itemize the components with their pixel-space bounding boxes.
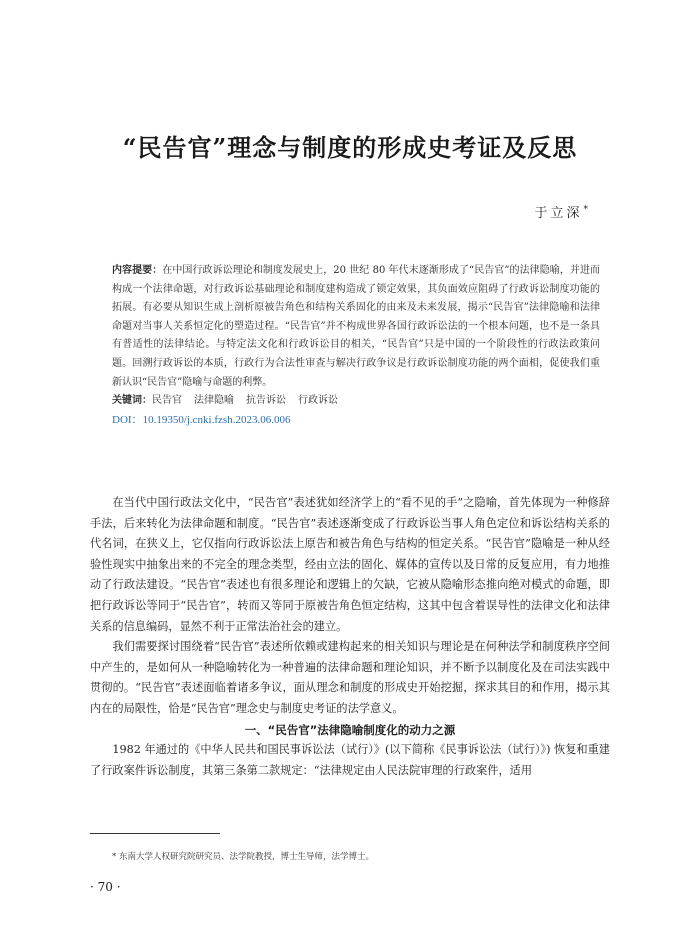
doi-line[interactable] [112, 411, 600, 430]
body-paragraph: 在当代中国行政法文化中，“民告官”表述犹如经济学上的“看不见的手”之隐喻，首先体现为一种修辞手法，后来转化为法律命题和制度。“民告官”表述逐渐变成了行政诉讼当事人角色定位和诉讼结构关系的代名词，在狭义上，它仅指向行政诉讼法上原告和被告角色与结构的恒定关系。“民告官”隐喻是一种从经验性现实中抽象出来的不完全的理念类型，经由立法的固化、媒体的宣传以及日常的反复应用，有力地推动了行政法建设。“民告官”表述也有很多理论和逻辑上的欠缺，它被从隐喻形态推向绝对模式的命题，即把行政诉讼等同于“民告官”，转而又等同于原被告角色恒定结构，这其中包含着误导性的法律文化和法律关系的信息编码，显然不利于正常法治社会的建立。 [90, 496, 610, 633]
footnote-divider [90, 833, 220, 834]
page-number: · 70 · [90, 880, 121, 894]
article-title: “民告官”理念与制度的形成史考证及反思 [122, 133, 578, 162]
keyword-item: 法律隐喻 [194, 395, 234, 407]
abstract-text: 在中国行政诉讼理论和制度发展史上，20 世纪 80 年代末逐渐形成了“民告官”的法律隐喻，并进而构成一个法律命题，对行政诉讼基础理论和制度建构造成了锁定效果，其负面效应阻碍了行政诉讼制度功能的拓展。有必要从知识生成上剖析原被告角色和结构关系固化的由来及未来发展，揭示“民告官”法律隐喻和法律命题对当事人关系恒定化的塑造过程。“民告官”并不构成世界各国行政诉讼法的一个根本问题，也不是一条具有普适性的法律结论。与特定法文化和行政诉讼目的相关，“民告官”只是中国的一个阶段性的行政法政策问题。回溯行政诉讼的本质，行政行为合法性审查与解决行政争议是行政诉讼制度功能的两个面相，促使我们重新认识“民告官”隐喻与命题的利弊。 [112, 265, 600, 388]
doi-label: DOI： [112, 413, 143, 426]
section-heading: 一、“民告官”法律隐喻制度化的动力之源 [244, 722, 456, 737]
keyword-item: 民告官 [152, 395, 182, 407]
abstract-label: 内容提要： [112, 265, 163, 276]
body-paragraph: 我们需要探讨围绕着“民告官”表述所依赖或建构起来的相关知识与理论是在何种法学和制度秩序空间中产生的，是如何从一种隐喻转化为一种普遍的法律命题和理论知识，并不断予以制度化及在司法实践中贯彻的。“民告官”表述面临着诸多争议，面从理念和制度的形成史开始挖掘，探求其目的和作用，揭示其内在的局限性，恰是“民告官”理念史与制度史考证的法学意义。 [90, 640, 610, 715]
abstract-block [112, 262, 600, 429]
keyword-item: 抗告诉讼 [246, 395, 286, 407]
author-line [534, 202, 588, 221]
author-name: 于立深 [534, 206, 583, 221]
keywords-line [112, 392, 600, 411]
keyword-item: 行政诉讼 [298, 395, 338, 407]
abstract-paragraph [112, 262, 600, 392]
author-footnote-mark[interactable]: * [583, 204, 588, 215]
keywords-label: 关键词： [112, 395, 152, 407]
body-paragraph: 1982 年通过的《中华人民共和国民事诉讼法（试行）》(以下简称《民事诉讼法（试行）》) 恢复和重建了行政案件诉讼制度，其第三条第二款规定：“法律规定由人民法院审理的行政案件，适用 [90, 743, 610, 777]
article-body [90, 493, 610, 781]
footnote: * 东南大学人权研究院研究员、法学院教授，博士生导师，法学博士。 [112, 852, 374, 862]
doi-value[interactable]: 10.19350/j.cnki.fzsh.2023.06.006 [142, 413, 291, 426]
